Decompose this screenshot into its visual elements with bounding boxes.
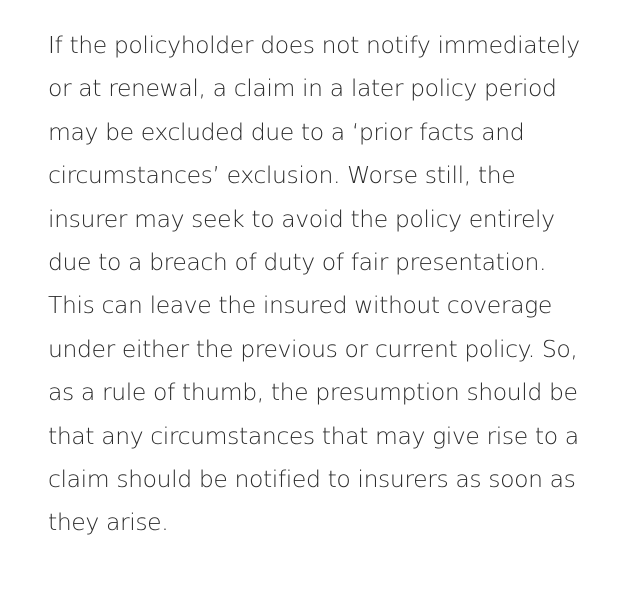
paragraph-line: or at renewal, a claim in a later policy period — [48, 74, 557, 103]
paragraph-line: under either the previous or current policy. So, — [48, 334, 578, 363]
paragraph-line: may be excluded due to a ‘prior facts and — [48, 117, 525, 146]
paragraph-line: circumstances’ exclusion. Worse still, the — [48, 161, 516, 190]
paragraph-line: This can leave the insured without coverage — [48, 291, 552, 320]
paragraph-line: as a rule of thumb, the presumption should be — [48, 378, 578, 407]
body-paragraph — [48, 24, 618, 545]
paragraph-line: insurer may seek to avoid the policy entirely — [48, 204, 555, 233]
paragraph-line: claim should be notified to insurers as soon as — [48, 465, 576, 494]
paragraph-line: If the policyholder does not notify immediately — [48, 31, 580, 59]
paragraph-line: they arise. — [48, 508, 169, 537]
paragraph-line: due to a breach of duty of fair presentation. — [48, 248, 547, 277]
paragraph-line: that any circumstances that may give rise to a — [48, 421, 579, 450]
